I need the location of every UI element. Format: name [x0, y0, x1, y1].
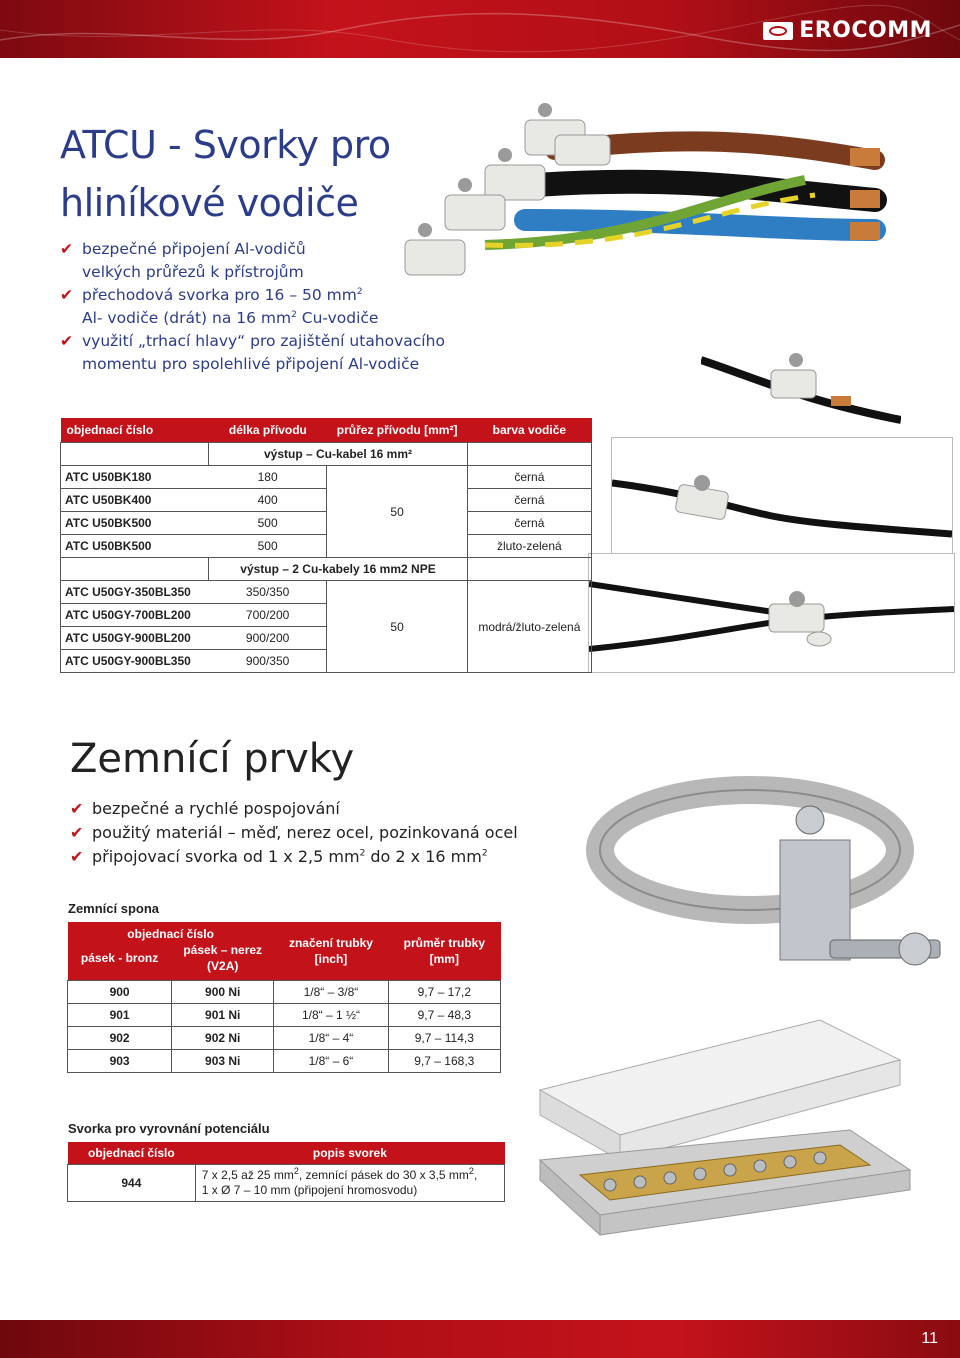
table-header-row [68, 922, 501, 942]
earthing-title: Zemnící prvky [70, 736, 355, 782]
check-icon: ✔ [60, 332, 73, 350]
cell-code: ATC U50BK500 [61, 535, 209, 558]
cell-bronze: 902 [68, 1027, 172, 1050]
cell-bronze: 900 [68, 981, 172, 1004]
cell-length: 700/200 [209, 604, 327, 627]
cell-inch: 1/8“ – 6“ [274, 1050, 388, 1073]
desc-text: 1 x Ø 7 – 10 mm (připojení hromosvodu) [201, 1183, 418, 1197]
cell-color: černá [467, 489, 591, 512]
atcu-title-line2: hliníkové vodiče [60, 181, 359, 225]
atcu-table [60, 418, 592, 673]
col-header-steel: pásek – nerez (V2A) [172, 942, 274, 981]
col-header-inch: značení trubky [inch] [274, 922, 388, 981]
cell-color: modrá/žluto-zelená [467, 581, 591, 673]
connector-photo-2 [611, 437, 953, 557]
table-row [61, 489, 592, 512]
connector-photo-1 [701, 320, 901, 440]
cell-color: černá [467, 466, 591, 489]
bullet-text: bezpečné a rychlé pospojování [92, 799, 340, 818]
table-header-row [61, 418, 592, 443]
bullet-text: použitý materiál – měď, nerez ocel, pozinkovaná ocel [92, 823, 518, 842]
bullet-text: velkých průřezů k přístrojům [82, 263, 304, 281]
bullet-text: momentu pro spolehlivé připojení Al-vodiče [82, 355, 420, 373]
col-header-code: objednací číslo [61, 418, 209, 443]
col-header-section: průřez přívodu [mm²] [327, 418, 467, 443]
cell-desc [195, 1165, 504, 1202]
empty-cell [467, 558, 591, 581]
cell-length: 900/350 [209, 650, 327, 673]
table-row [68, 1004, 501, 1027]
cell-bronze: 903 [68, 1050, 172, 1073]
superscript: 2 [359, 848, 366, 859]
cell-code: ATC U50GY-700BL200 [61, 604, 209, 627]
col-header-length: délka přívodu [209, 418, 327, 443]
list-item [60, 330, 490, 376]
cell-steel: 903 Ni [172, 1050, 274, 1073]
equipotential-table [67, 1142, 505, 1202]
bullet-text: připojovací svorka od 1 x 2,5 mm [92, 847, 360, 866]
table-row [61, 512, 592, 535]
col-header-color: barva vodiče [467, 418, 591, 443]
cell-length: 350/350 [209, 581, 327, 604]
brand-logo[interactable] [763, 18, 932, 43]
table-row [61, 581, 592, 604]
superscript: 2 [293, 1166, 299, 1176]
clamp-table [67, 922, 501, 1073]
cell-length: 900/200 [209, 627, 327, 650]
brand-name: EROCOMM [799, 18, 932, 43]
page-number: 11 [921, 1330, 938, 1347]
superscript: 2 [481, 848, 488, 859]
cell-inch: 1/8“ – 1 ½“ [274, 1004, 388, 1027]
table-row [61, 466, 592, 489]
cell-color: černá [467, 512, 591, 535]
bullet-text: přechodová svorka pro 16 – 50 mm [82, 286, 357, 304]
table-row [68, 1027, 501, 1050]
table-row [68, 1050, 501, 1073]
bullet-text: Cu-vodiče [296, 309, 379, 327]
col-header-desc: popis svorek [195, 1142, 504, 1165]
table-group-row [61, 443, 592, 466]
header-bar [0, 0, 960, 58]
table-header-row [68, 1142, 505, 1165]
list-item [70, 821, 590, 845]
cell-section: 50 [327, 466, 467, 558]
list-item [70, 797, 590, 821]
erocomm-logo-icon [763, 22, 793, 40]
superscript: 2 [356, 286, 363, 297]
earthing-clamp-photo [570, 760, 950, 1010]
cell-bronze: 901 [68, 1004, 172, 1027]
cell-mm: 9,7 – 168,3 [388, 1050, 500, 1073]
group2-label: výstup – 2 Cu-kabely 16 mm2 NPE [209, 558, 467, 581]
check-icon: ✔ [70, 847, 84, 866]
table-row [61, 535, 592, 558]
desc-text: 7 x 2,5 až 25 mm [201, 1168, 294, 1182]
cell-steel: 900 Ni [172, 981, 274, 1004]
connector-photo-3 [588, 553, 955, 673]
atcu-title-line1: ATCU - Svorky pro [60, 123, 391, 167]
cell-length: 500 [209, 535, 327, 558]
cell-length: 180 [209, 466, 327, 489]
col-header-bronze: pásek - bronz [68, 942, 172, 981]
table-row [68, 1165, 505, 1202]
check-icon: ✔ [60, 286, 73, 304]
list-item [70, 845, 590, 869]
col-header-mm: průměr trubky [mm] [388, 922, 500, 981]
table-row [68, 981, 501, 1004]
empty-cell [467, 443, 591, 466]
cell-code: ATC U50BK400 [61, 489, 209, 512]
cell-code: ATC U50GY-900BL200 [61, 627, 209, 650]
check-icon: ✔ [70, 799, 84, 818]
desc-text: , [473, 1168, 478, 1182]
col-header-code: objednací číslo [68, 1142, 196, 1165]
cell-inch: 1/8“ – 3/8“ [274, 981, 388, 1004]
equipotential-section-title: Svorka pro vyrovnání potenciálu [68, 1121, 270, 1136]
cell-length: 400 [209, 489, 327, 512]
empty-cell [61, 558, 209, 581]
bullet-text: do 2 x 16 mm [365, 847, 482, 866]
empty-cell [61, 443, 209, 466]
bullet-text: bezpečné připojení Al-vodičů [82, 240, 306, 258]
cell-mm: 9,7 – 114,3 [388, 1027, 500, 1050]
equipotential-bar-photo [520, 1000, 940, 1310]
bullet-text: využití „trhací hlavy“ pro zajištění utahovacího [82, 332, 445, 350]
table-group-row [61, 558, 592, 581]
cell-code: 944 [68, 1165, 196, 1202]
check-icon: ✔ [70, 823, 84, 842]
cell-code: ATC U50BK500 [61, 512, 209, 535]
footer-bar [0, 1320, 960, 1358]
cell-code: ATC U50BK180 [61, 466, 209, 489]
earthing-feature-list [70, 797, 590, 869]
check-icon: ✔ [60, 240, 73, 258]
atcu-title [60, 116, 391, 232]
cell-inch: 1/8“ – 4“ [274, 1027, 388, 1050]
desc-text: , zemnící pásek do 30 x 3,5 mm [298, 1168, 469, 1182]
clamp-section-title: Zemnící spona [68, 901, 160, 916]
cell-mm: 9,7 – 48,3 [388, 1004, 500, 1027]
cell-mm: 9,7 – 17,2 [388, 981, 500, 1004]
cell-code: ATC U50GY-350BL350 [61, 581, 209, 604]
superscript: 2 [468, 1166, 474, 1176]
cell-color: žluto-zelená [467, 535, 591, 558]
cell-steel: 901 Ni [172, 1004, 274, 1027]
cell-length: 500 [209, 512, 327, 535]
cell-code: ATC U50GY-900BL350 [61, 650, 209, 673]
bullet-text: Al- vodiče (drát) na 16 mm [82, 309, 292, 327]
cell-section: 50 [327, 581, 467, 673]
atcu-connectors-photo [385, 80, 905, 310]
superscript: 2 [291, 309, 297, 320]
cell-steel: 902 Ni [172, 1027, 274, 1050]
group1-label: výstup – Cu-kabel 16 mm² [209, 443, 467, 466]
col-header-group: objednací číslo [68, 922, 274, 942]
